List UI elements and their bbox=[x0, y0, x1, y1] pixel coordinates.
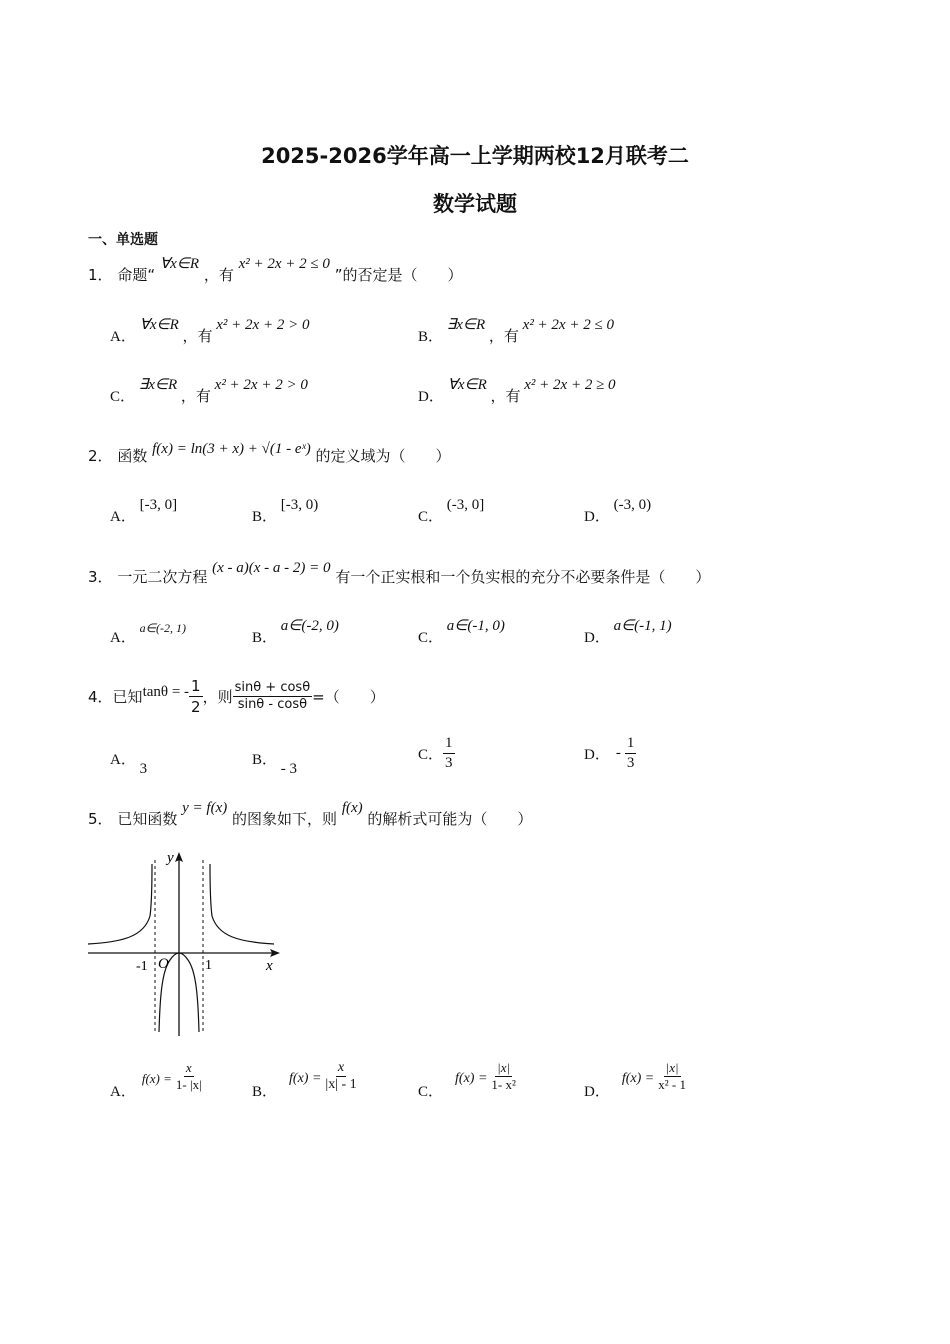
option-label: B． bbox=[252, 509, 278, 525]
question-4 bbox=[88, 676, 385, 717]
question-text: 有一个正实根和一个负实根的充分不必要条件是（ ） bbox=[335, 568, 711, 586]
option-text: ，有 bbox=[180, 389, 211, 405]
math-expression: x² + 2x + 2 ≤ 0 bbox=[522, 317, 614, 333]
option-label: D． bbox=[584, 509, 610, 525]
numerator: x bbox=[185, 1060, 192, 1075]
minus-sign: - bbox=[615, 745, 621, 761]
math-expression: - 3 bbox=[280, 761, 298, 777]
math-expression: x² + 2x + 2 ≥ 0 bbox=[524, 377, 616, 393]
math-expression: ∃x∈R bbox=[138, 377, 178, 393]
question-number: 4． bbox=[88, 688, 113, 706]
math-expression: [-3, 0] bbox=[139, 497, 178, 513]
denominator: |x| - 1 bbox=[325, 1077, 357, 1092]
question-2 bbox=[88, 441, 451, 466]
tick-label-neg-one: -1 bbox=[136, 959, 148, 974]
option-b[interactable] bbox=[252, 1060, 359, 1101]
math-expression: x² + 2x + 2 ≤ 0 bbox=[238, 256, 330, 272]
option-a[interactable] bbox=[110, 621, 187, 647]
question-text: 的定义域为（ ） bbox=[315, 447, 451, 465]
numerator: 1 bbox=[443, 734, 455, 754]
math-expression: a∈(-2, 1) bbox=[139, 621, 187, 635]
fraction bbox=[489, 1060, 517, 1093]
option-label: A． bbox=[110, 630, 136, 646]
option-label: D． bbox=[418, 389, 444, 405]
question-number: 1． bbox=[88, 266, 113, 284]
math-expression: a∈(-2, 0) bbox=[280, 618, 339, 634]
option-c[interactable] bbox=[418, 1060, 518, 1101]
option-text: ，有 bbox=[490, 389, 521, 405]
fraction bbox=[625, 734, 637, 773]
math-expression: (-3, 0] bbox=[446, 497, 485, 513]
question-text: ，有 bbox=[203, 266, 234, 284]
option-d[interactable] bbox=[418, 377, 616, 406]
math-expression: [-3, 0) bbox=[280, 497, 319, 513]
numerator: 1 bbox=[191, 677, 201, 695]
option-b[interactable] bbox=[252, 748, 298, 777]
math-expression: f(x) = ln(3 + x) + √(1 - eˣ) bbox=[152, 441, 311, 457]
question-5 bbox=[88, 800, 533, 829]
question-text: 已知 bbox=[112, 688, 143, 706]
math-expression: a∈(-1, 0) bbox=[446, 618, 505, 634]
numerator: 1 bbox=[625, 734, 637, 754]
option-text: ，有 bbox=[182, 329, 213, 345]
option-label: C． bbox=[418, 509, 444, 525]
option-a[interactable] bbox=[110, 317, 310, 346]
option-d[interactable] bbox=[584, 497, 652, 526]
option-label: A． bbox=[110, 509, 136, 525]
question-text: 函数 bbox=[117, 447, 148, 465]
math-expression: 3 bbox=[139, 761, 148, 777]
option-c[interactable] bbox=[418, 497, 485, 526]
question-text: 的图象如下，则 bbox=[232, 810, 338, 828]
option-label: C． bbox=[418, 1084, 444, 1100]
math-expression: a∈(-1, 1) bbox=[613, 618, 672, 634]
numerator: sinθ + cosθ bbox=[234, 680, 311, 695]
math-expression: (x - a)(x - a - 2) = 0 bbox=[212, 560, 331, 576]
question-text: ，则 bbox=[202, 688, 233, 706]
denominator: 1- |x| bbox=[175, 1077, 202, 1092]
y-axis-label: y bbox=[167, 850, 174, 866]
denominator: x² - 1 bbox=[658, 1077, 686, 1092]
numerator: |x| bbox=[497, 1060, 511, 1075]
tick-label-one: 1 bbox=[205, 958, 212, 973]
origin-label: O bbox=[158, 956, 169, 972]
question-text: 的解析式可能为（ ） bbox=[367, 810, 533, 828]
option-label: B． bbox=[252, 752, 278, 768]
fraction bbox=[656, 1060, 688, 1093]
curve-right-branch bbox=[210, 864, 274, 944]
math-expression: ∀x∈R bbox=[159, 256, 200, 272]
option-text: ，有 bbox=[488, 329, 519, 345]
question-number: 2． bbox=[88, 447, 113, 465]
curve-left-branch bbox=[88, 864, 152, 944]
denominator: 2 bbox=[191, 698, 201, 716]
option-label: D． bbox=[584, 630, 610, 646]
fraction bbox=[189, 676, 203, 717]
option-label: B． bbox=[418, 329, 444, 345]
denominator: 3 bbox=[445, 755, 453, 771]
math-expression: f(x) = bbox=[141, 1071, 172, 1086]
option-d[interactable] bbox=[584, 734, 636, 773]
option-d[interactable] bbox=[584, 1060, 688, 1101]
math-expression: ∃x∈R bbox=[446, 317, 486, 333]
option-b[interactable] bbox=[418, 317, 614, 346]
question-number: 3． bbox=[88, 568, 113, 586]
page-subtitle: 数学试题 bbox=[433, 192, 517, 216]
math-expression: (-3, 0) bbox=[613, 497, 652, 513]
question-1 bbox=[88, 256, 463, 285]
math-expression: ∀x∈R bbox=[139, 317, 179, 333]
option-label: D． bbox=[584, 1084, 610, 1100]
math-expression: f(x) = bbox=[455, 1071, 488, 1086]
option-label: C． bbox=[110, 389, 136, 405]
math-expression: y = f(x) bbox=[182, 800, 228, 816]
denominator: sinθ - cosθ bbox=[237, 697, 308, 712]
option-label: A． bbox=[110, 1084, 136, 1100]
fraction bbox=[443, 734, 455, 773]
question-3 bbox=[88, 560, 711, 587]
question-number: 5． bbox=[88, 810, 113, 828]
option-a[interactable] bbox=[110, 497, 178, 526]
math-expression: f(x) = bbox=[289, 1071, 322, 1086]
option-label: B． bbox=[252, 1084, 278, 1100]
option-b[interactable] bbox=[252, 497, 319, 526]
option-c[interactable] bbox=[418, 618, 505, 647]
question-text: 命题“ bbox=[117, 266, 156, 284]
fraction bbox=[174, 1060, 204, 1093]
denominator: 3 bbox=[626, 755, 635, 771]
math-expression: f(x) bbox=[341, 800, 363, 816]
math-expression: x² + 2x + 2 > 0 bbox=[214, 377, 308, 393]
option-c[interactable] bbox=[110, 377, 308, 406]
question-text: 一元二次方程 bbox=[117, 568, 208, 586]
math-expression: ∀x∈R bbox=[447, 377, 487, 393]
x-axis-label: x bbox=[266, 958, 273, 974]
question-text: =（ ） bbox=[312, 688, 385, 706]
numerator: |x| bbox=[665, 1060, 679, 1075]
denominator: 1- x² bbox=[491, 1077, 516, 1092]
option-a[interactable] bbox=[110, 1060, 204, 1101]
option-label: A． bbox=[110, 329, 136, 345]
question-text: 已知函数 bbox=[117, 810, 178, 828]
option-c[interactable] bbox=[418, 734, 455, 773]
math-expression: f(x) = bbox=[621, 1071, 655, 1086]
fraction bbox=[323, 1060, 358, 1093]
option-d[interactable] bbox=[584, 618, 672, 647]
fraction bbox=[233, 680, 313, 713]
option-label: B． bbox=[252, 630, 278, 646]
section-heading: 一、单选题 bbox=[88, 232, 158, 248]
option-label: D． bbox=[584, 747, 610, 763]
question-text: ”的否定是（ ） bbox=[334, 266, 463, 284]
option-b[interactable] bbox=[252, 618, 339, 647]
math-expression: tanθ = - bbox=[142, 684, 190, 700]
function-graph bbox=[84, 846, 294, 1040]
option-label: C． bbox=[418, 747, 444, 763]
option-label: C． bbox=[418, 630, 444, 646]
option-a[interactable] bbox=[110, 748, 148, 777]
numerator: x bbox=[337, 1060, 345, 1075]
page-title: 2025-2026学年高一上学期两校12月联考二 bbox=[261, 144, 689, 168]
math-expression: x² + 2x + 2 > 0 bbox=[216, 317, 310, 333]
option-label: A． bbox=[110, 752, 136, 768]
